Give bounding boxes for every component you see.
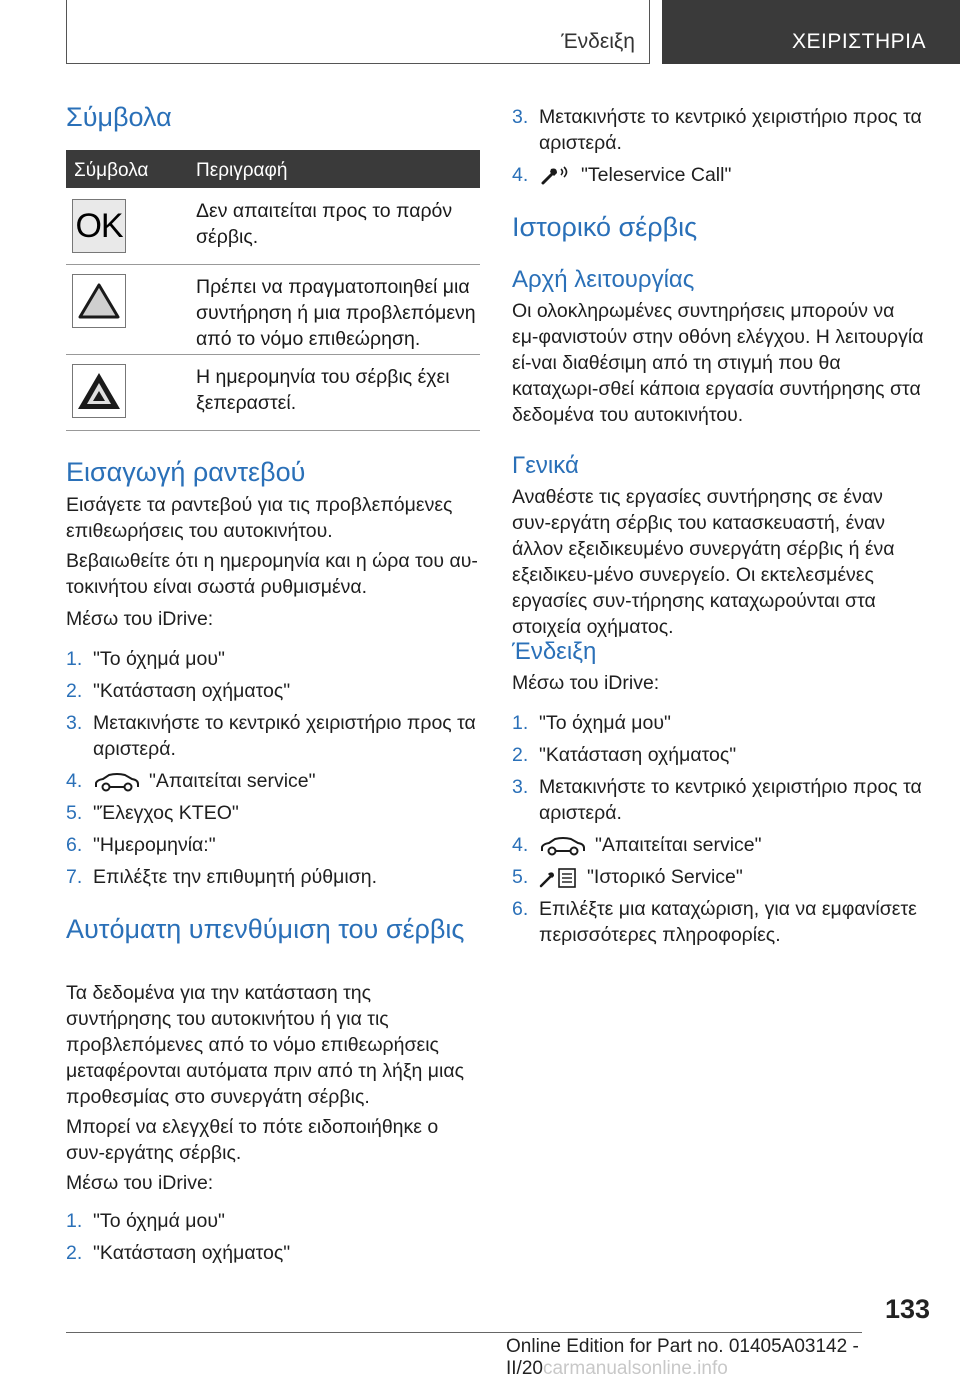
display-heading: Ένδειξη: [512, 638, 597, 665]
general-paragraph: Αναθέστε τις εργασίες συντήρησης σε έναν συν-εργάτη σέρβις του κατασκευαστή, έναν άλλον εξειδικευμένο συνεργάτη σέρβις ή ένα εξειδικευ-μένο συνεργείο. Οι εκτελεσμένες εργασίες συν-τήρησης καταχωρούνται στα στοιχεία οχήματος.: [512, 486, 895, 638]
table-col-description: Περιγραφή: [196, 160, 288, 181]
table-row: [66, 354, 480, 431]
teleservice-wrench-icon: [539, 165, 573, 187]
header-chapter-title: ΧΕΙΡΙΣΤΗΡΙΑ: [791, 30, 926, 53]
header-section-box: [66, 0, 650, 64]
ok-symbol: OK: [72, 199, 126, 253]
page-number: 133: [884, 1294, 930, 1324]
appointment-heading: Εισαγωγή ραντεβού: [66, 457, 306, 487]
table-row-description: Δεν απαιτείται προς το παρόν σέρβις.: [196, 200, 453, 248]
table-row: [66, 188, 480, 265]
symbols-table-header: [66, 150, 480, 188]
display-intro: Μέσω του iDrive:: [512, 672, 660, 694]
footer-edition: Online Edition for Part no. 01405A03142 - II/20carmanualsonline.info: [506, 1336, 859, 1379]
history-heading: Ιστορικό σέρβις: [512, 212, 698, 242]
appointment-paragraph: Βεβαιωθείτε ότι η ημερομηνία και η ώρα του αυ-τοκινήτου είναι σωστά ρυθμισμένα.: [66, 550, 478, 598]
principle-paragraph: Οι ολοκληρωμένες συντηρήσεις μπορούν να εμ-φανιστούν στην οθόνη ελέγχου. Η λειτουργία εί-ναι διαθέσιμη από τη στιγμή που θα καταχωρι-σθεί κάποια εργασία συντήρησης στα δεδομένα του αυτοκινήτου.: [512, 300, 924, 426]
header-chapter-box: [662, 0, 960, 64]
warning-triangle-filled-icon: [72, 364, 126, 418]
car-icon: [539, 836, 587, 856]
auto-reminder-paragraph: Μπορεί να ελεγχθεί το πότε ειδοποιήθηκε ο συν-εργάτης σέρβις.: [66, 1116, 439, 1164]
appointment-paragraph: Εισάγετε τα ραντεβού για τις προβλεπόμενες επιθεωρήσεις του αυτοκινήτου.: [66, 494, 453, 542]
symbols-heading: Σύμβολα: [66, 102, 172, 132]
table-col-symbols: Σύμβολα: [74, 160, 149, 181]
principle-heading: Αρχή λειτουργίας: [512, 266, 695, 293]
auto-reminder-paragraph: Τα δεδομένα για την κατάσταση της συντήρησης του αυτοκινήτου ή για τις προβλεπόμενες από το νόμο επιθεωρήσεις μεταφέρονται αυτόματα πριν από τη λήξη μιας προθεσμίας στο συνεργάτη σέρβις.: [66, 982, 465, 1108]
service-history-icon: [539, 867, 579, 889]
general-heading: Γενικά: [512, 452, 579, 479]
auto-reminder-heading: Αυτόματη υπενθύμιση του σέρβις: [66, 914, 465, 944]
table-row-description: Πρέπει να πραγματοποιηθεί μια συντήρηση ή μια προβλεπόμενη από το νόμο επιθεώρηση.: [196, 276, 476, 350]
table-row: [66, 264, 480, 355]
auto-reminder-paragraph: Μέσω του iDrive:: [66, 1172, 214, 1194]
car-icon: [93, 772, 141, 792]
footer-divider: [66, 1332, 862, 1333]
warning-triangle-icon: [72, 274, 126, 328]
table-row-description: Η ημερομηνία του σέρβις έχει ξεπεραστεί.: [196, 366, 450, 414]
header-section-title: Ένδειξη: [561, 30, 635, 53]
watermark: carmanualsonline.info: [542, 1358, 728, 1379]
appointment-paragraph: Μέσω του iDrive:: [66, 608, 214, 630]
